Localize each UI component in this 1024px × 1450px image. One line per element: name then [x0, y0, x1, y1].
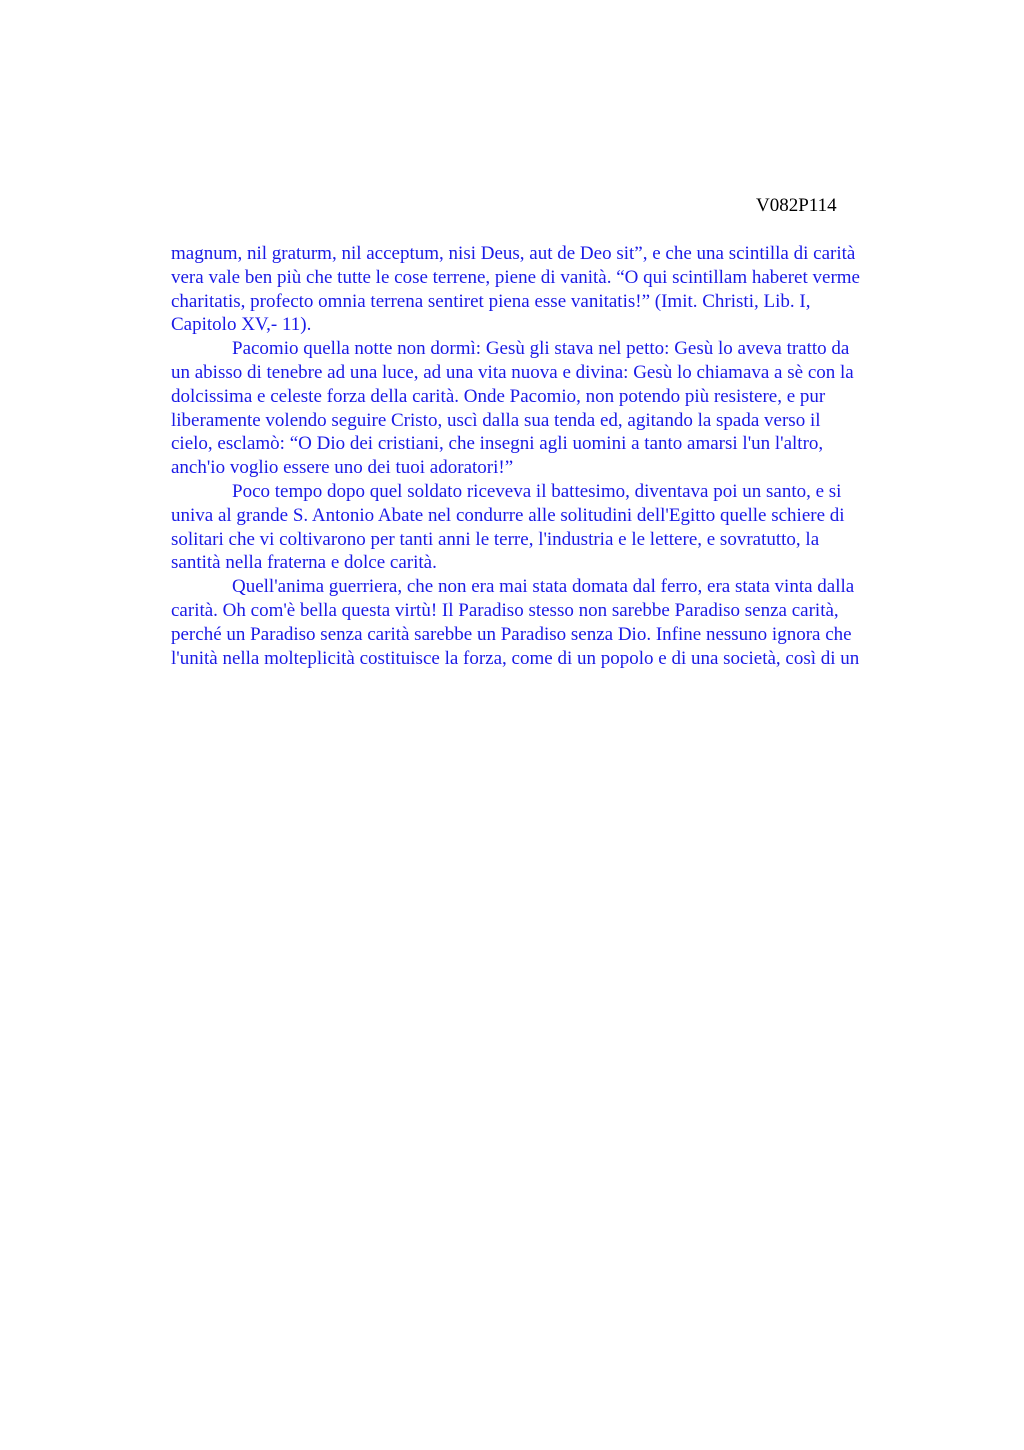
text-line: liberamente volendo seguire Cristo, uscì dalla sua tenda ed, agitando la spada verso il [171, 409, 821, 431]
text-line: Poco tempo dopo quel soldato riceveva il battesimo, diventava poi un santo, e si [232, 480, 842, 502]
text-line: solitari che vi coltivarono per tanti anni le terre, l'industria e le lettere, e sovratutto, la [171, 528, 820, 550]
text-line: dolcissima e celeste forza della carità. Onde Pacomio, non potendo più resistere, e pur [171, 385, 826, 407]
text-line: vera vale ben più che tutte le cose terrene, piene di vanità. “O qui scintillam haberet verme [171, 266, 860, 288]
text-line: magnum, nil graturm, nil acceptum, nisi Deus, aut de Deo sit”, e che una scintilla di carità [171, 243, 856, 264]
text-line: univa al grande S. Antonio Abate nel condurre alle solitudini dell'Egitto quelle schiere di [171, 504, 845, 526]
page-identifier: V082P114 [756, 195, 837, 216]
text-line: Quell'anima guerriera, che non era mai stata domata dal ferro, era stata vinta dalla [232, 576, 855, 598]
text-line: anch'io voglio essere uno dei tuoi adoratori!” [171, 457, 514, 479]
text-line: Capitolo XV,- 11). [171, 314, 312, 336]
text-line: carità. Oh com'è bella questa virtù! Il Paradiso stesso non sarebbe Paradiso senza carità, [171, 599, 839, 621]
text-line: charitatis, profecto omnia terrena sentiret piena esse vanitatis!” (Imit. Christi, Lib. I, [171, 290, 811, 312]
text-line: un abisso di tenebre ad una luce, ad una vita nuova e divina: Gesù lo chiamava a sè con la [171, 361, 854, 383]
text-line: l'unità nella molteplicità costituisce la forza, come di un popolo e di una società, così di un [171, 647, 860, 669]
text-line: santità nella fraterna e dolce carità. [171, 552, 437, 574]
body-text [171, 242, 931, 670]
text-line: Pacomio quella notte non dormì: Gesù gli stava nel petto: Gesù lo aveva tratto da [232, 338, 850, 360]
text-line: cielo, esclamò: “O Dio dei cristiani, che insegni agli uomini a tanto amarsi l'un l'altro, [171, 433, 824, 455]
text-line: perché un Paradiso senza carità sarebbe un Paradiso senza Dio. Infine nessuno ignora che [171, 623, 852, 645]
